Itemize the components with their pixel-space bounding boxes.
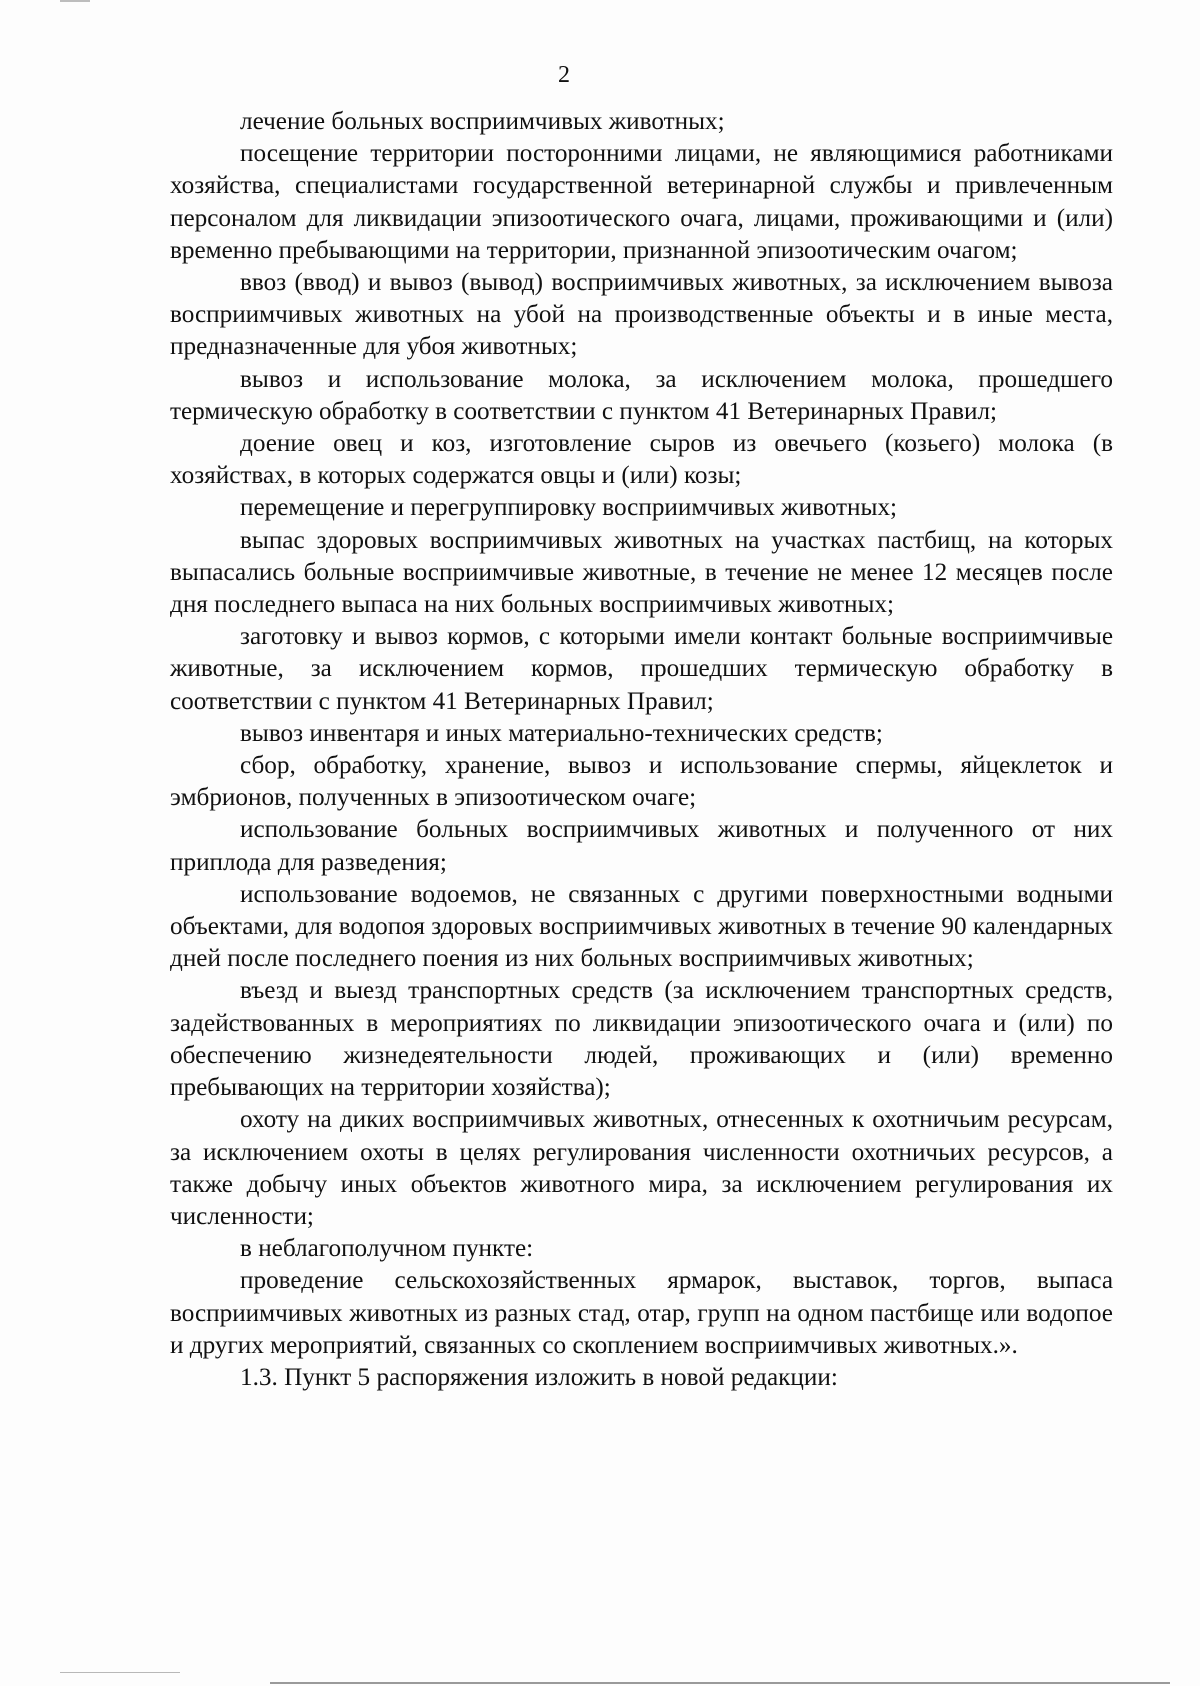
paragraph-5: доение овец и коз, изготовление сыров из овечьего (козьего) молока (в хозяйствах, в которых содержатся овцы и (или) козы; bbox=[170, 430, 1113, 490]
document-body bbox=[170, 106, 1113, 1394]
paragraph-17: 1.3. Пункт 5 распоряжения изложить в новой редакции: bbox=[240, 1363, 838, 1391]
scan-artifact-bottom-edge bbox=[270, 1682, 1170, 1684]
paragraph-12: использование водоемов, не связанных с другими поверхностными водными объектами, для водопоя здоровых восприимчивых животных в течение 90 календарных дней после последнего поения из них больных восприимчивых животных; bbox=[170, 880, 1113, 973]
scan-artifact-top bbox=[60, 0, 90, 2]
paragraph-9: вывоз инвентаря и иных материально-технических средств; bbox=[240, 719, 883, 747]
paragraph-11: использование больных восприимчивых животных и полученного от них приплода для разведения; bbox=[170, 816, 1113, 876]
paragraph-2: посещение территории посторонними лицами, не являющимися работниками хозяйства, специалистами государственной ветеринарной службы и привлеченным персоналом для ликвидации эпизоотического очага, лицами, проживающими и (или) временно пребывающими на территории, признанной эпизоотическим очагом; bbox=[170, 140, 1113, 264]
paragraph-16: проведение сельскохозяйственных ярмарок, выставок, торгов, выпаса восприимчивых животных из разных стад, отар, групп на одном пастбище или водопое и других мероприятий, связанных со скоплением восприимчивых животных.». bbox=[170, 1267, 1113, 1359]
paragraph-1: лечение больных восприимчивых животных; bbox=[240, 108, 725, 135]
paragraph-15: в неблагополучном пункте: bbox=[240, 1235, 534, 1263]
paragraph-14: охоту на диких восприимчивых животных, отнесенных к охотничьим ресурсам, за исключением охоты в целях регулирования численности охотничьих ресурсов, а также добычу иных объектов животного мира, за исключением регулирования их численности; bbox=[170, 1106, 1113, 1230]
paragraph-7: выпас здоровых восприимчивых животных на участках пастбищ, на которых выпасались больные восприимчивые животные, в течение не менее 12 месяцев после дня последнего выпаса на них больных восприимчивых животных; bbox=[170, 526, 1113, 619]
paragraph-8: заготовку и вывоз кормов, с которыми имели контакт больные восприимчивые животные, за исключением кормов, прошедших термическую обработку в соответствии с пунктом 41 Ветеринарных Правил; bbox=[170, 623, 1113, 715]
paragraph-3: ввоз (ввод) и вывоз (вывод) восприимчивых животных, за исключением вывоза восприимчивых животных на убой на производственные объекты и в иные места, предназначенные для убоя животных; bbox=[170, 269, 1113, 361]
paragraph-13: въезд и выезд транспортных средств (за исключением транспортных средств, задействованных в мероприятиях по ликвидации эпизоотического очага и (или) по обеспечению жизнедеятельности людей, проживающих и (или) временно пребывающих на территории хозяйства); bbox=[170, 977, 1113, 1102]
paragraph-10: сбор, обработку, хранение, вывоз и использование спермы, яйцеклеток и эмбрионов, полученных в эпизоотическом очаге; bbox=[170, 752, 1113, 812]
page-number: 2 bbox=[558, 62, 570, 88]
paragraph-6: перемещение и перегруппировку восприимчивых животных; bbox=[240, 494, 898, 522]
paragraph-4: вывоз и использование молока, за исключением молока, прошедшего термическую обработку в соответствии с пунктом 41 Ветеринарных Правил; bbox=[170, 365, 1113, 425]
scan-artifact-bottom-left bbox=[60, 1672, 180, 1673]
